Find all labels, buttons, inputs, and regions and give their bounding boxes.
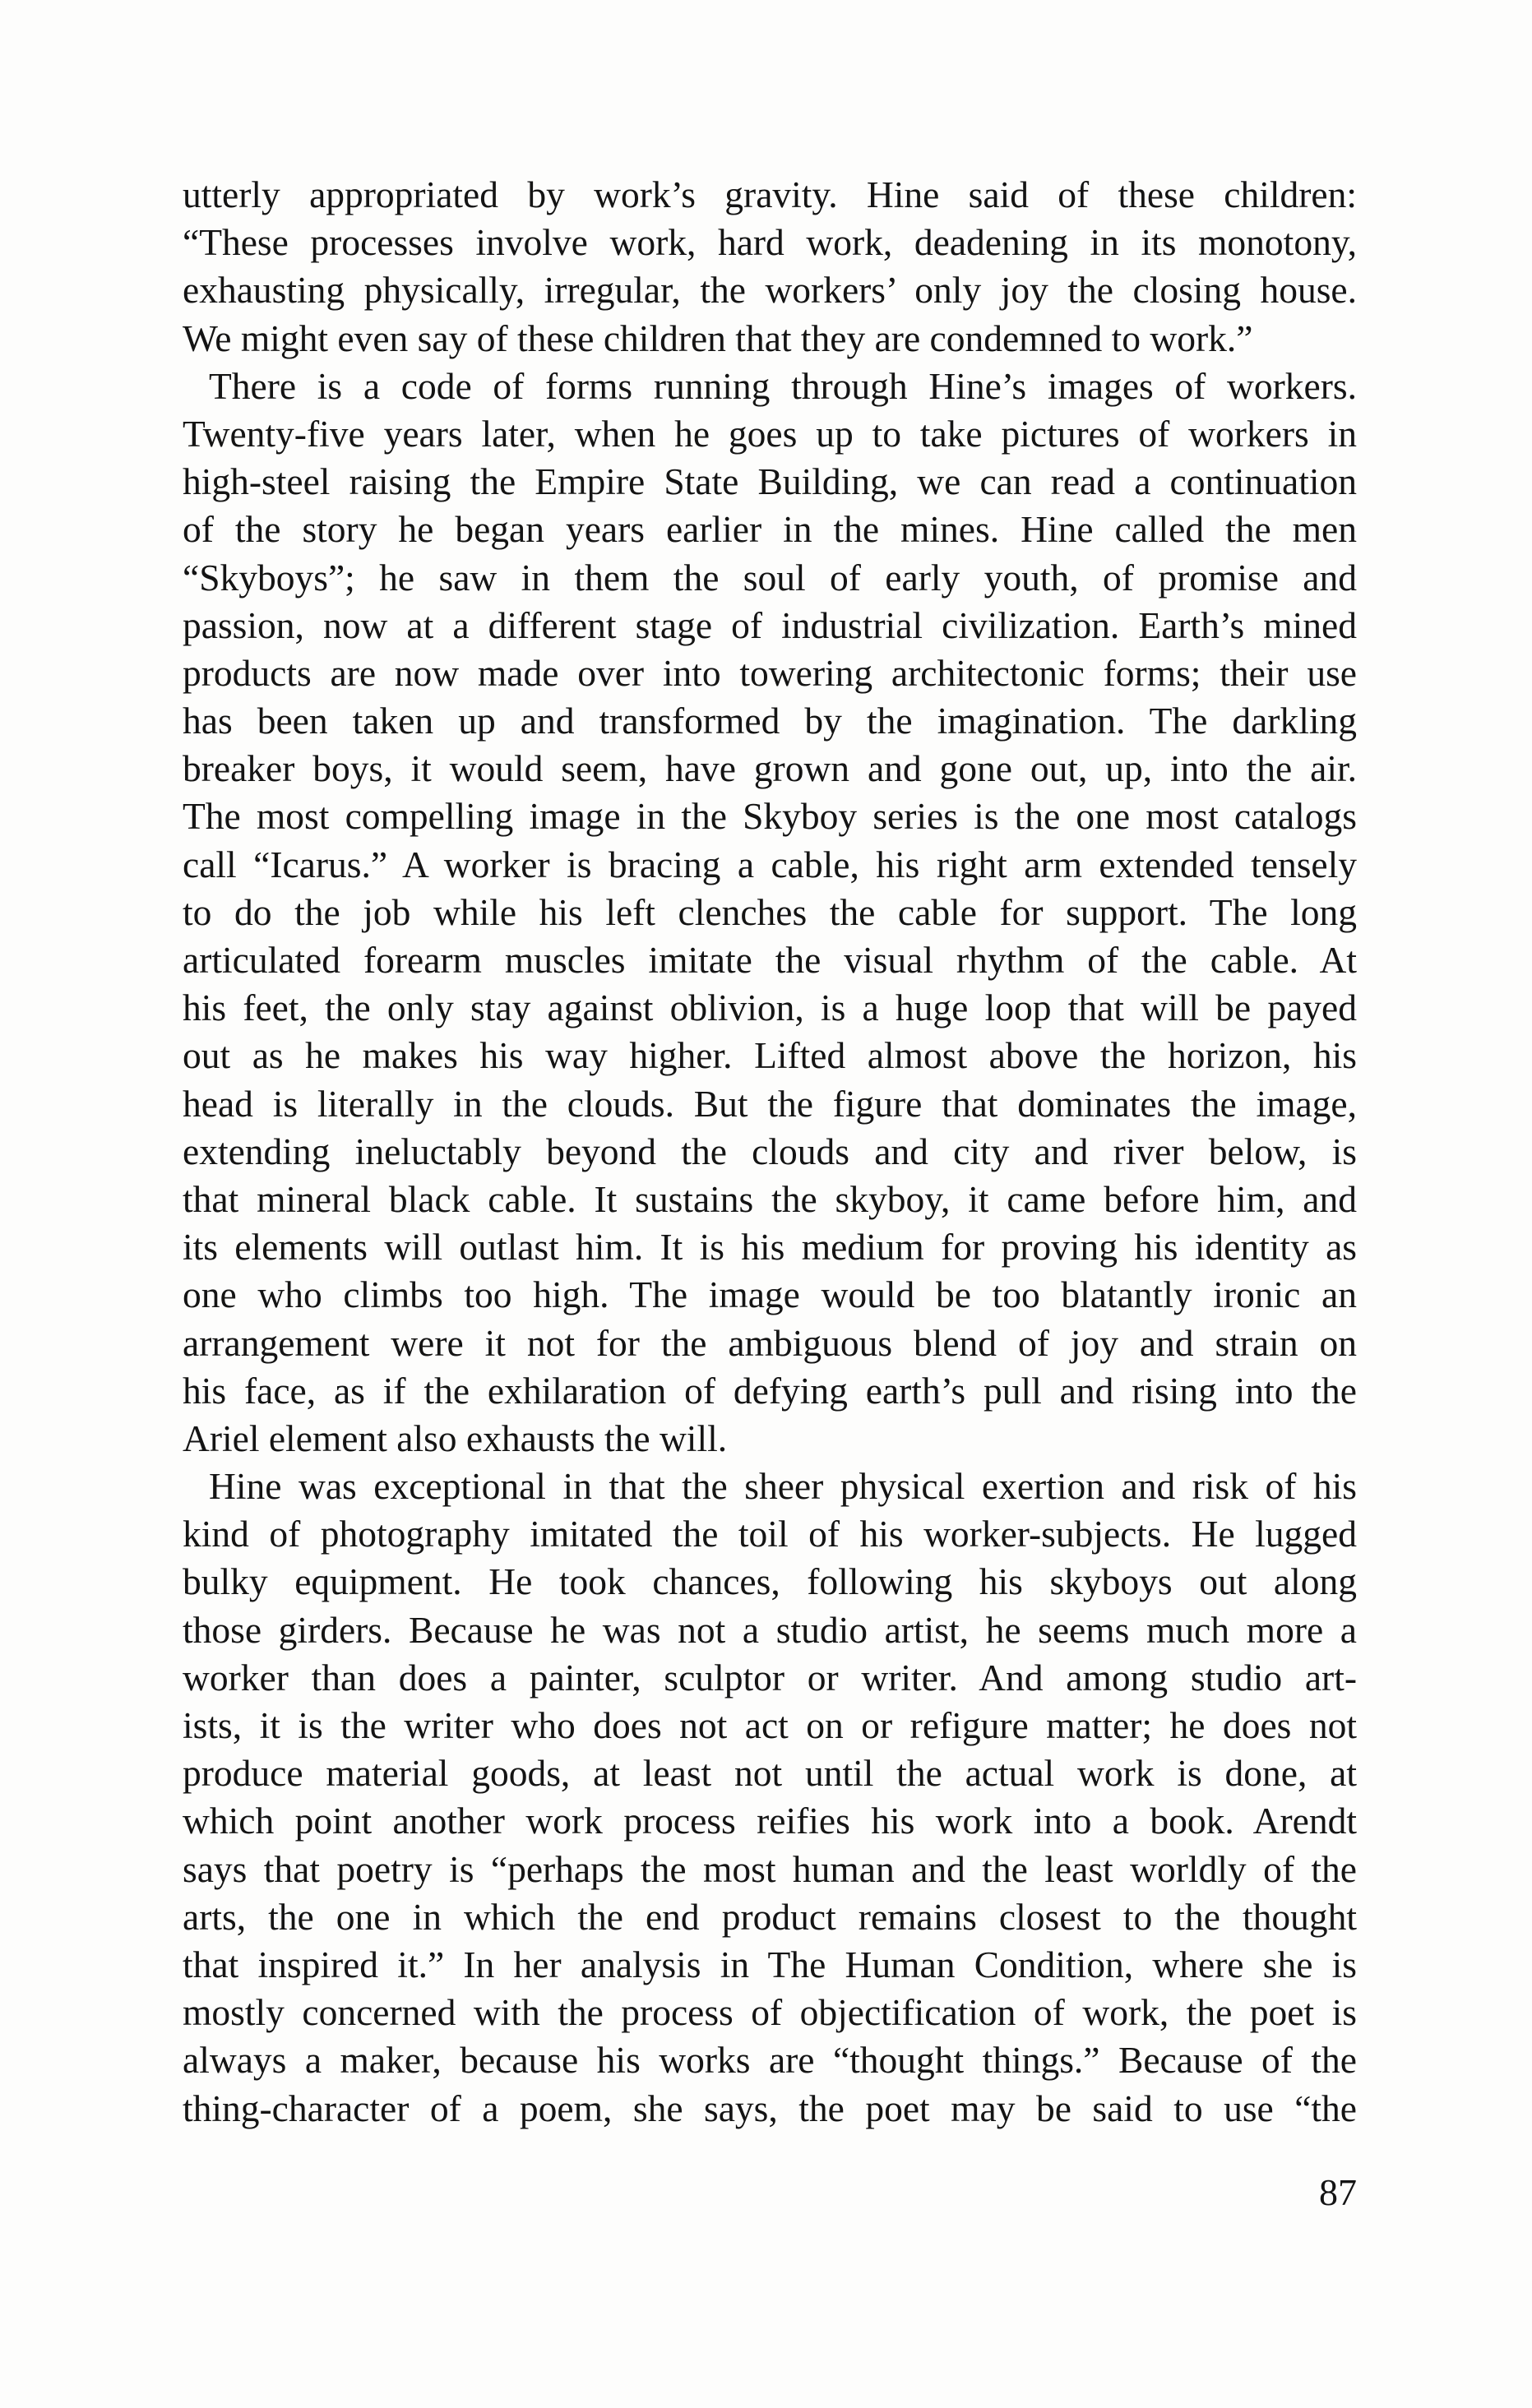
text-line: his feet, the only stay against oblivion, is a huge loop that will be payed bbox=[183, 987, 1357, 1029]
text-line: of the story he began years earlier in the mines. Hine called the men bbox=[183, 508, 1357, 551]
text-line: Hine was exceptional in that the sheer physical exertion and risk of his bbox=[209, 1465, 1357, 1508]
text-line: that mineral black cable. It sustains the skyboy, it came before him, and bbox=[183, 1177, 1357, 1220]
text-line: exhausting physically, irregular, the workers’ only joy the closing house. bbox=[183, 269, 1357, 312]
text-line: kind of photography imitated the toil of his worker-subjects. He lugged bbox=[183, 1513, 1357, 1555]
text-line: We might even say of these children that they are condemned to work.” bbox=[183, 317, 1253, 359]
text-line: breaker boys, it would seem, have grown and gone out, up, into the air. bbox=[183, 747, 1357, 790]
text-line: high-steel raising the Empire State Building, we can read a continuation bbox=[183, 460, 1357, 503]
text-line: always a maker, because his works are “thought things.” Because of the bbox=[183, 2039, 1357, 2082]
text-line: head is literally in the clouds. But the figure that dominates the image, bbox=[183, 1082, 1357, 1125]
text-line: one who climbs too high. The image would be too blatantly ironic an bbox=[183, 1273, 1357, 1316]
body-text bbox=[183, 171, 1357, 2133]
text-line: his face, as if the exhilaration of defying earth’s pull and rising into the bbox=[183, 1369, 1357, 1412]
text-line: utterly appropriated by work’s gravity. Hine said of these children: bbox=[183, 173, 1357, 215]
text-line: worker than does a painter, sculptor or writer. And among studio art- bbox=[183, 1656, 1357, 1699]
text-line: call “Icarus.” A worker is bracing a cable, his right arm extended tensely bbox=[183, 843, 1357, 885]
text-line: those girders. Because he was not a studio artist, he seems much more a bbox=[183, 1608, 1357, 1651]
text-line: that inspired it.” In her analysis in The Human Condition, where she is bbox=[183, 1943, 1357, 1985]
text-line: thing-character of a poem, she says, the poet may be said to use “the bbox=[183, 2087, 1357, 2129]
paragraph-3 bbox=[183, 1463, 1357, 2133]
paragraph-1 bbox=[183, 171, 1357, 363]
text-line: has been taken up and transformed by the imagination. The darkling bbox=[183, 700, 1357, 742]
text-line: arts, the one in which the end product remains closest to the thought bbox=[183, 1895, 1357, 1938]
text-line: articulated forearm muscles imitate the visual rhythm of the cable. At bbox=[183, 939, 1357, 981]
page-number: 87 bbox=[1319, 2171, 1357, 2213]
text-line: passion, now at a different stage of industrial civilization. Earth’s mined bbox=[183, 603, 1357, 646]
text-line: Twenty-five years later, when he goes up to take pictures of workers in bbox=[183, 412, 1357, 455]
text-line: says that poetry is “perhaps the most human and the least worldly of the bbox=[183, 1847, 1357, 1890]
text-line: out as he makes his way higher. Lifted almost above the horizon, his bbox=[183, 1034, 1357, 1077]
text-line: arrangement were it not for the ambiguous blend of joy and strain on bbox=[183, 1321, 1357, 1364]
text-line: bulky equipment. He took chances, following his skyboys out along bbox=[183, 1560, 1357, 1603]
text-line: There is a code of forms running through Hine’s images of workers. bbox=[209, 364, 1357, 407]
text-line: “Skyboys”; he saw in them the soul of early youth, of promise and bbox=[183, 556, 1357, 599]
text-line: products are now made over into towering architectonic forms; their use bbox=[183, 651, 1357, 694]
text-line: produce material goods, at least not until the actual work is done, at bbox=[183, 1752, 1357, 1795]
text-line: ists, it is the writer who does not act on or refigure matter; he does not bbox=[183, 1704, 1357, 1746]
text-line: mostly concerned with the process of objectification of work, the poet is bbox=[183, 1991, 1357, 2034]
text-line: “These processes involve work, hard work, deadening in its monotony, bbox=[183, 221, 1357, 264]
text-line: its elements will outlast him. It is his medium for proving his identity as bbox=[183, 1226, 1357, 1269]
paragraph-2 bbox=[183, 363, 1357, 1463]
text-line: The most compelling image in the Skyboy series is the one most catalogs bbox=[183, 795, 1357, 838]
text-line: which point another work process reifies his work into a book. Arendt bbox=[183, 1800, 1357, 1842]
text-line: Ariel element also exhausts the will. bbox=[183, 1417, 728, 1459]
text-line: to do the job while his left clenches the cable for support. The long bbox=[183, 890, 1357, 933]
text-line: extending ineluctably beyond the clouds and city and river below, is bbox=[183, 1130, 1357, 1172]
